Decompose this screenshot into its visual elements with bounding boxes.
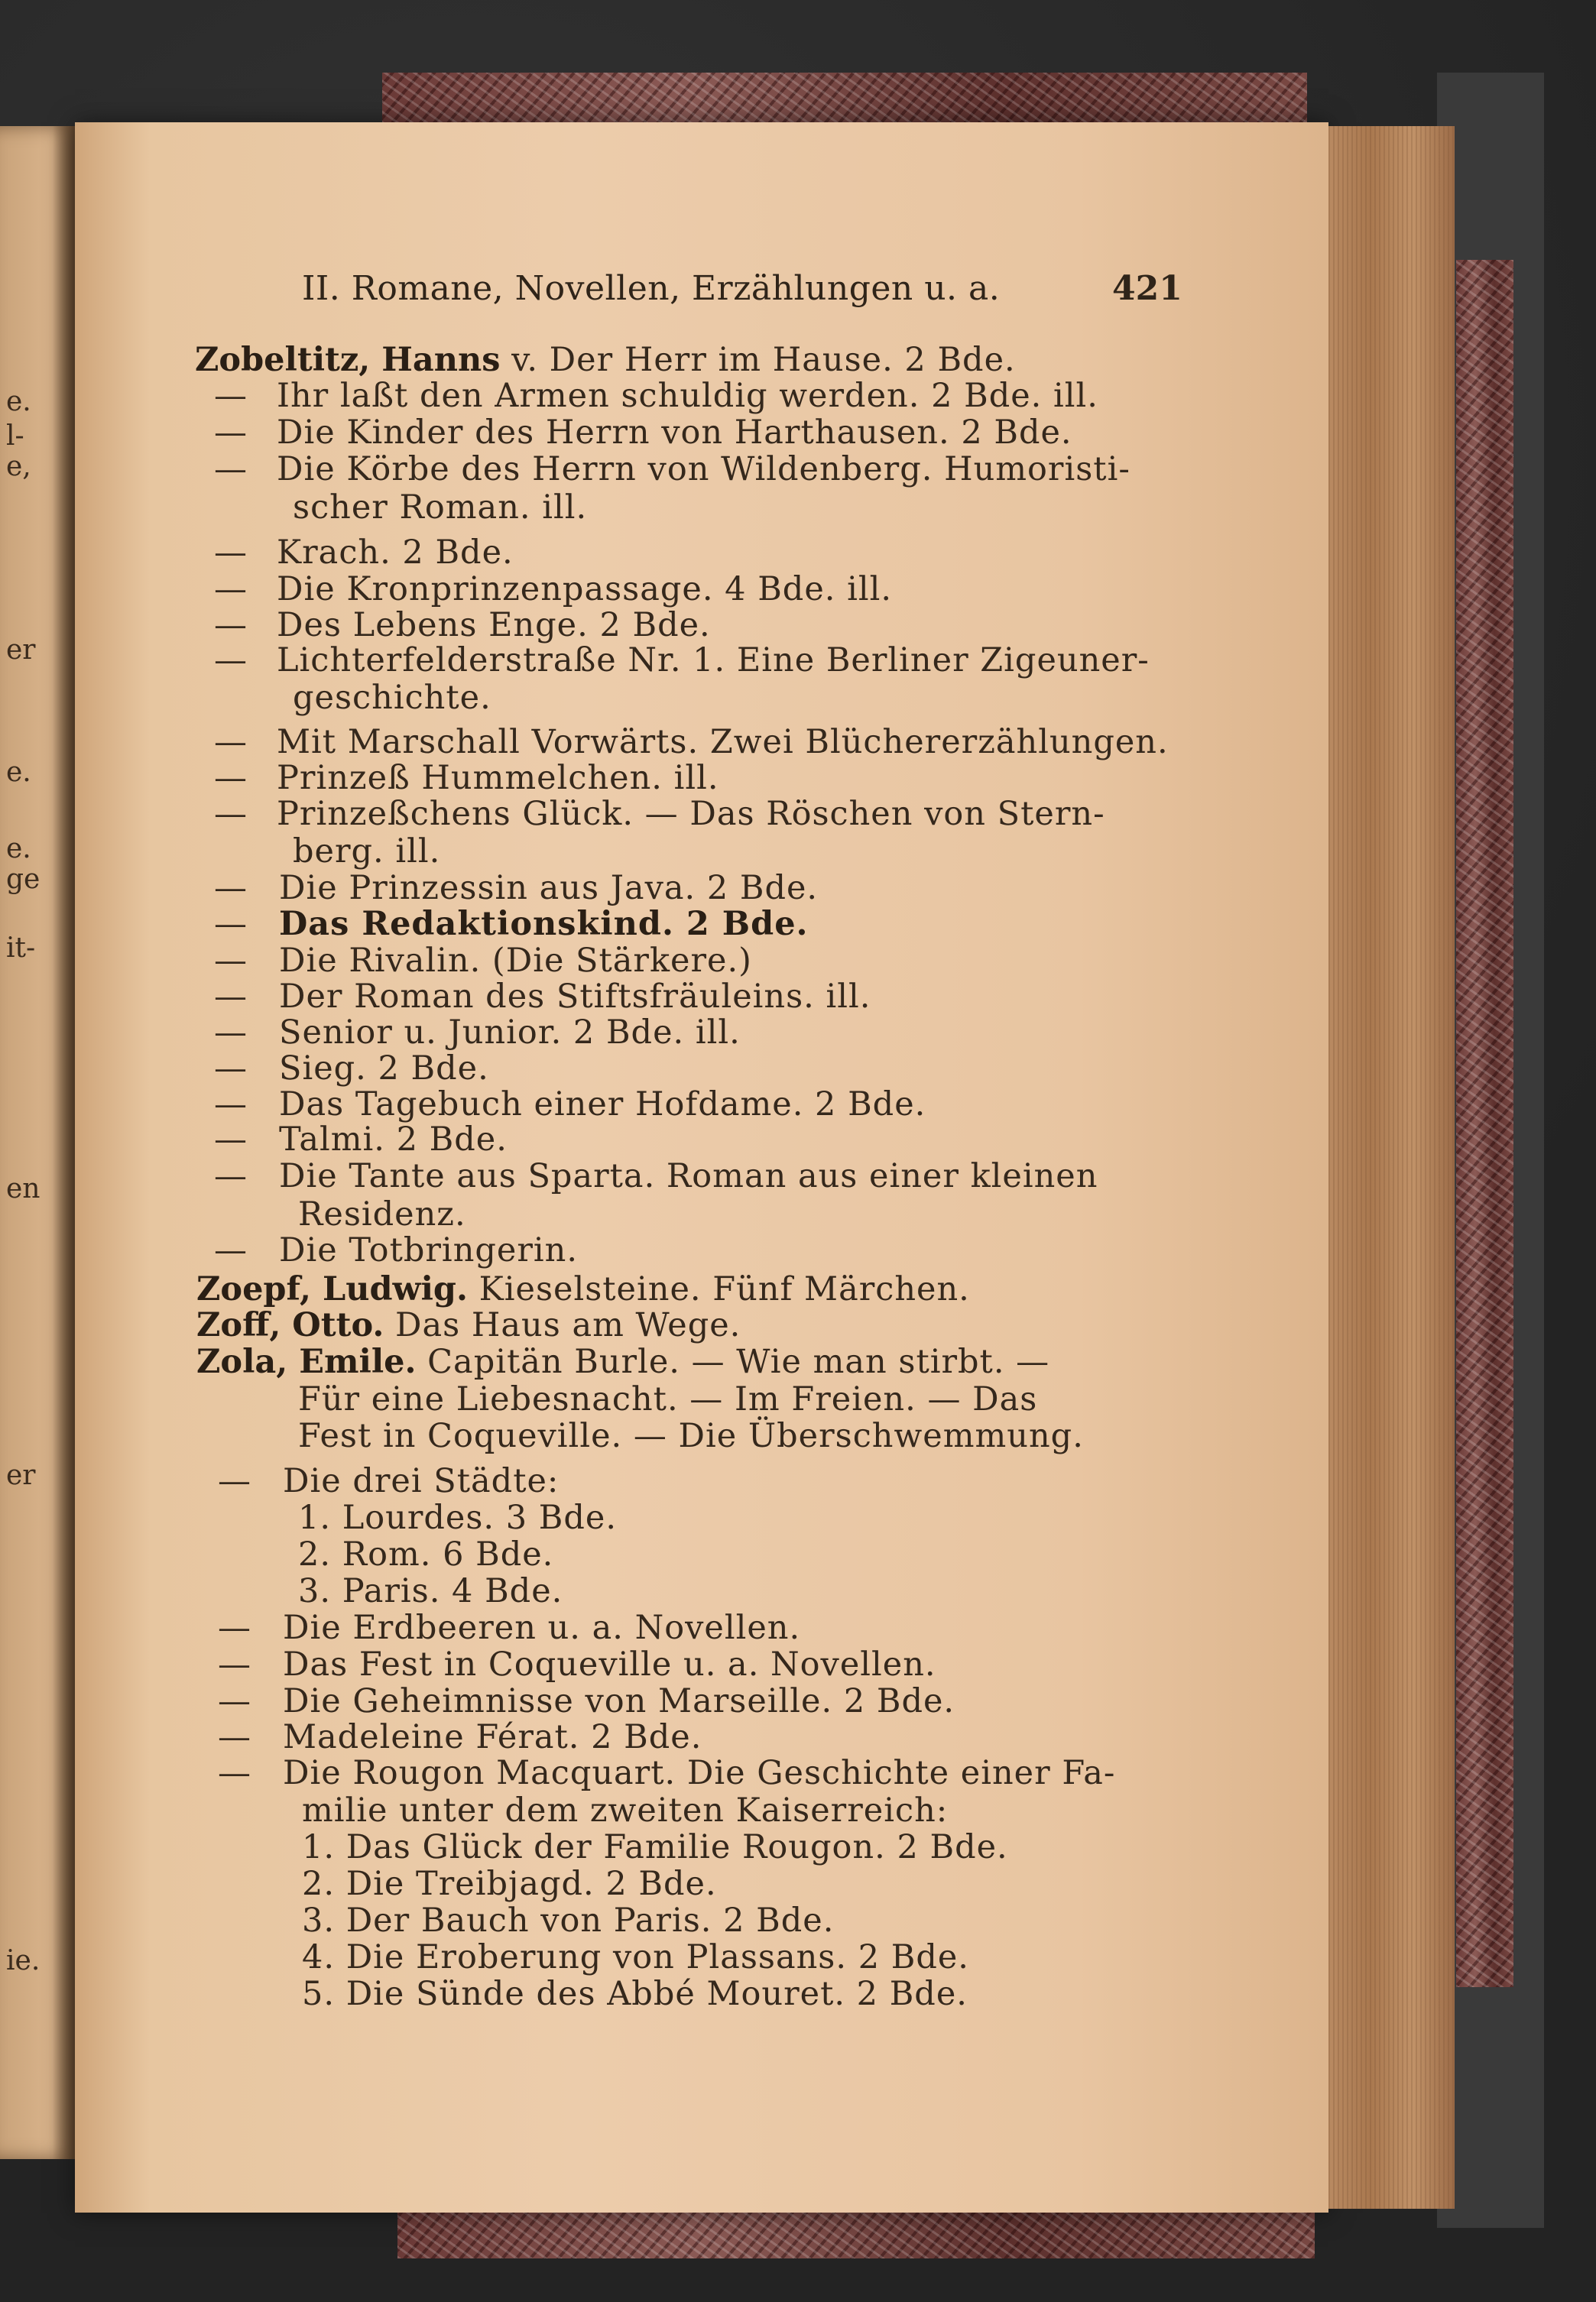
- catalog-entry: Die Prinzessin aus Java. 2 Bde.: [279, 869, 819, 907]
- numbered-volume: 2. Die Treibjagd. 2 Bde.: [302, 1865, 717, 1903]
- left-page-fragment: e,: [6, 451, 31, 482]
- numbered-volume: 3. Der Bauch von Paris. 2 Bde.: [302, 1902, 835, 1940]
- repeat-dash: —: [214, 723, 247, 761]
- repeat-dash: —: [214, 905, 247, 943]
- repeat-dash: —: [214, 759, 247, 797]
- numbered-volume: 1. Lourdes. 3 Bde.: [298, 1499, 618, 1537]
- catalog-entry: Die Geheimnisse von Marseille. 2 Bde.: [283, 1682, 955, 1720]
- repeat-dash: —: [214, 942, 247, 980]
- author-name: Zola, Emile.: [196, 1343, 417, 1381]
- repeat-dash: —: [214, 1231, 247, 1269]
- left-page-fragment: it-: [6, 932, 36, 964]
- repeat-dash: —: [218, 1609, 251, 1647]
- left-page-fragment: e.: [6, 386, 31, 417]
- catalog-entry: Die Rougon Macquart. Die Geschichte einer Fa-: [283, 1754, 1116, 1792]
- entry-title: Capitän Burle. — Wie man stirbt. —: [416, 1343, 1050, 1381]
- repeat-dash: —: [218, 1462, 251, 1500]
- catalog-entry: Die Kinder des Herrn von Harthausen. 2 Bde.: [277, 413, 1072, 452]
- repeat-dash: —: [214, 606, 247, 644]
- catalog-entry: Krach. 2 Bde.: [277, 533, 514, 572]
- repeat-dash: —: [214, 1120, 247, 1159]
- repeat-dash: —: [214, 869, 247, 907]
- catalog-entry: Die drei Städte:: [283, 1462, 560, 1500]
- entry-title: Kieselsteine. Fünf Märchen.: [467, 1270, 970, 1308]
- catalog-entry: Talmi. 2 Bde.: [279, 1120, 508, 1159]
- catalog-entry: Sieg. 2 Bde.: [279, 1049, 489, 1088]
- catalog-entry-continuation: scher Roman. ill.: [293, 488, 588, 527]
- catalog-entry: Die Erdbeeren u. a. Novellen.: [283, 1609, 801, 1647]
- catalog-entry: Die Kronprinzenpassage. 4 Bde. ill.: [277, 570, 893, 608]
- left-page-fragment: er: [6, 634, 36, 666]
- author-name: Zoff, Otto.: [196, 1306, 384, 1344]
- numbered-volume: 5. Die Sünde des Abbé Mouret. 2 Bde.: [302, 1975, 968, 2013]
- repeat-dash: —: [214, 978, 247, 1016]
- page-number: 421: [1112, 269, 1182, 308]
- repeat-dash: —: [218, 1754, 251, 1792]
- catalog-entry: Ihr laßt den Armen schuldig werden. 2 Bde. ill.: [277, 377, 1098, 415]
- catalog-entry-continuation: berg. ill.: [293, 832, 441, 871]
- repeat-dash: —: [214, 1157, 247, 1195]
- left-page-fragment: er: [6, 1460, 36, 1491]
- catalog-entry: Das Redaktionskind. 2 Bde.: [279, 905, 809, 943]
- catalog-entry: Des Lebens Enge. 2 Bde.: [277, 606, 711, 644]
- repeat-dash: —: [214, 1085, 247, 1123]
- repeat-dash: —: [214, 450, 247, 488]
- numbered-volume: 3. Paris. 4 Bde.: [298, 1572, 563, 1610]
- catalog-entry-continuation: milie unter dem zweiten Kaiserreich:: [302, 1791, 949, 1830]
- repeat-dash: —: [214, 377, 247, 415]
- repeat-dash: —: [214, 1013, 247, 1052]
- repeat-dash: —: [214, 413, 247, 452]
- catalog-entry: [196, 1306, 741, 1344]
- left-page-fragment: en: [6, 1173, 41, 1204]
- catalog-entry: Die Rivalin. (Die Stärkere.): [279, 942, 752, 980]
- running-head: II. Romane, Novellen, Erzählungen u. a.: [302, 269, 1001, 308]
- catalog-entry: Mit Marschall Vorwärts. Zwei Blüchererzählungen.: [277, 723, 1169, 761]
- repeat-dash: —: [214, 1049, 247, 1088]
- repeat-dash: —: [214, 641, 247, 679]
- entry-title: v. Der Herr im Hause. 2 Bde.: [500, 341, 1016, 379]
- repeat-dash: —: [214, 570, 247, 608]
- author-name: Zobeltitz, Hanns: [195, 341, 501, 379]
- left-page-fragment: ie.: [6, 1945, 41, 1976]
- numbered-volume: 1. Das Glück der Familie Rougon. 2 Bde.: [302, 1828, 1008, 1866]
- numbered-volume: 2. Rom. 6 Bde.: [298, 1535, 554, 1574]
- catalog-entry: Das Tagebuch einer Hofdame. 2 Bde.: [279, 1085, 926, 1123]
- left-page-fragment: ge: [6, 864, 41, 895]
- catalog-entry: [195, 341, 1016, 379]
- catalog-entry: [196, 1343, 1050, 1381]
- catalog-entry-continuation: Fest in Coqueville. — Die Überschwemmung.: [298, 1417, 1084, 1455]
- catalog-entry: Die Tante aus Sparta. Roman aus einer kleinen: [279, 1157, 1098, 1195]
- catalog-entry: Lichterfelderstraße Nr. 1. Eine Berliner Zigeuner-: [277, 641, 1150, 679]
- catalog-entry-continuation: Residenz.: [298, 1195, 466, 1234]
- catalog-entry: Die Körbe des Herrn von Wildenberg. Humoristi-: [277, 450, 1130, 488]
- entry-title: Das Haus am Wege.: [384, 1306, 741, 1344]
- catalog-entry-continuation: Für eine Liebesnacht. — Im Freien. — Das: [298, 1380, 1038, 1418]
- author-name: Zoepf, Ludwig.: [196, 1270, 468, 1308]
- left-page-fragment: l-: [6, 420, 24, 452]
- catalog-entry: Prinzeßchens Glück. — Das Röschen von Stern-: [277, 795, 1105, 833]
- catalog-entry: Prinzeß Hummelchen. ill.: [277, 759, 719, 797]
- repeat-dash: —: [214, 533, 247, 572]
- repeat-dash: —: [218, 1718, 251, 1756]
- repeat-dash: —: [218, 1645, 251, 1684]
- catalog-entry: Senior u. Junior. 2 Bde. ill.: [279, 1013, 741, 1052]
- catalog-entry: Madeleine Férat. 2 Bde.: [283, 1718, 702, 1756]
- catalog-entry: Die Totbringerin.: [279, 1231, 579, 1269]
- repeat-dash: —: [214, 795, 247, 833]
- left-page-fragment: e.: [6, 833, 31, 864]
- catalog-entry-continuation: geschichte.: [293, 679, 491, 717]
- repeat-dash: —: [218, 1682, 251, 1720]
- catalog-entry: [196, 1270, 970, 1308]
- left-page-fragment: e.: [6, 757, 31, 788]
- catalog-entry: Das Fest in Coqueville u. a. Novellen.: [283, 1645, 936, 1684]
- numbered-volume: 4. Die Eroberung von Plassans. 2 Bde.: [302, 1938, 969, 1976]
- catalog-entry: Der Roman des Stiftsfräuleins. ill.: [279, 978, 871, 1016]
